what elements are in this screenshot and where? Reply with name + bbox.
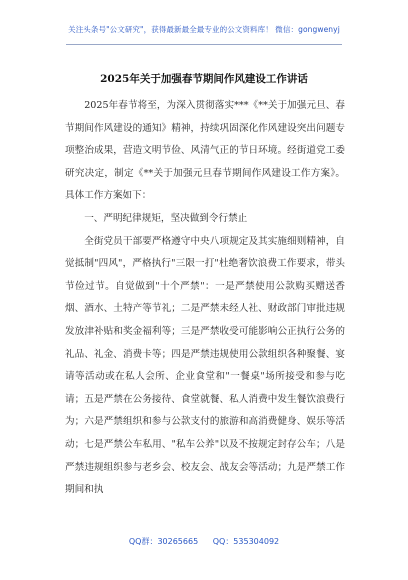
promo-header: 关注头条号"公文研究"，获得最新最全最专业的公文资料库！ 微信：gongwenyj xyxy=(68,25,340,34)
document-body xyxy=(65,95,345,502)
section-heading: 一、严明纪律规矩，坚决做到令行禁止 xyxy=(84,212,248,224)
qq-number: QQ：535304092 xyxy=(212,537,280,546)
body-paragraph: 全街党员干部要严格遵守中央八项规定及其实施细则精神，自觉抵制"四风"，严格执行"三限一打"杜绝奢饮浪费工作要求，带头节俭过节。自觉做到"十个严禁"：一是严禁使用公款购买赠送香烟、酒水、土特产等节礼；二是严禁未经人社、财政部门审批违规发放津补贴和奖金福利等；三是严禁收受可能影响公正执行公务的礼品、礼金、消费卡等；四是严禁违规使用公款组织各种聚餐、宴请等活动或在私人会所、企业食堂和"一餐桌"场所接受和参与吃请；五是严禁在公务接待、食堂就餐、私人消费中发生餐饮浪费行为；六是严禁组织和参与公款支付的旅游和高消费健身、娱乐等活动；七是严禁公车私用、"私车公养"以及不按规定封存公车；八是严禁违规组织参与老乡会、校友会、战友会等活动；九是严禁工作期间和执 xyxy=(65,235,345,496)
document-title: 2025年关于加强春节期间作风建设工作讲话 xyxy=(100,73,308,85)
contact-footer xyxy=(0,536,408,547)
intro-paragraph: 2025年春节将至，为深入贯彻落实***《**关于加强元旦、春节期间作风建设的通知》精神，持续巩固深化作风建设突出问题专项整治成果，营造文明节俭、风清气正的节日环境。经街道党工委研究决定，制定《**关于加强元旦春节期间作风建设工作方案》。具体工作方案如下： xyxy=(65,100,345,202)
header-divider xyxy=(66,44,342,45)
qq-group-number: QQ群：30265665 xyxy=(128,537,199,546)
